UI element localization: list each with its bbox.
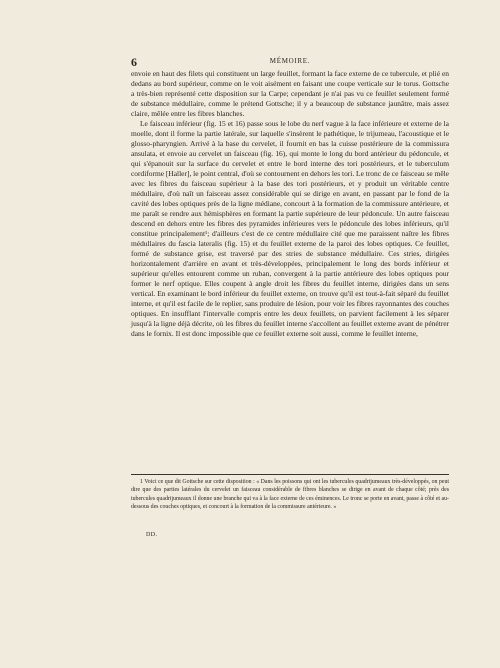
paragraph-2: Le faisceau inférieur (fig. 15 et 16) passe sous le lobe du nerf vague à la face inférieure et externe de la moelle, dont il forme la partie latérale, sur laquelle s'insèrent le pathétique, le trijumeau, l'acoustique et le glosso-pharyngien. Arrivé à la base du cervelet, il fournit en bas la cuisse postérieure de la commissura ansulata, et envoie au cervelet un faisceau (fig. 16), qui monte le long du bord antérieur du pédoncule, et qui s'épanouit sur la surface du cervelet et entre le bord interne des tori postérieurs, et le tuberculum cordiforme [Haller], le point central, d'où se contournent en dehors les tori. Le tronc de ce faisceau se mêle avec les fibres du faisceau supérieur à la base des tori postérieurs, et y produit un véritable centre médullaire, d'où naît un faisceau assez considérable qui se dirige en avant, en passant par le fond de la cavité des lobes optiques près de la ligne médiane, concourt à la formation de la commissure antérieure, et me paraît se rendre aux hémisphères en formant la partie supérieure de leur pédoncule. Un autre faisceau descend en dehors entre les fibres des pyramides inférieures vers le pédoncule des lobes inférieurs, qu'il constitue principalement¹; d'ailleurs c'est de ce centre médullaire cité que me paraissent naître les fibres médullaires du fascia lateralis (fig. 15) et du feuillet externe de la paroi des lobes optiques. Ce feuillet, formé de substance grise, est traversé par des stries de substance médullaire. Ces stries, dirigées horizontalement d'arrière en avant et très-développées, principalement le long des bords inférieur et supérieur qu'elles entourent comme un ruban, convergent à la partie antérieure des lobes optiques pour former le nerf optique. Elles coupent à angle droit les fibres du feuillet interne, dirigées dans un sens vertical. En examinant le bord inférieur du feuillet externe, on trouve qu'il est tout-à-fait séparé du feuillet interne, et qu'il est facile de le replier, sans produire de lésion, pour voir les fibres rayonnantes des couches optiques. En insufflant l'intervalle compris entre les deux feuillets, on parvient facilement à les séparer jusqu'à la ligne déjà décrite, où les fibres du feuillet interne s'accollent au feuillet externe avant de pénétrer dans le fornix. Il est donc impossible que ce feuillet externe soit aussi, comme le feuillet interne,: [131, 119, 449, 339]
paragraph-1: envoie en haut des filets qui constituent un large feuillet, formant la face externe de ce tubercule, et plié en dedans au bord supérieur, comme on le voit aisément en faisant une coupe verticale sur le torus. Gottsche a très-bien représenté cette disposition sur la Carpe; cependant je n'ai pas vu ce feuillet seulement formé de substance médullaire, comme le prétend Gottsche; il y a beaucoup de substance jaunâtre, mais assez claire, mêlée entre les fibres blanches.: [131, 69, 449, 119]
signature-mark: DD.: [146, 532, 158, 538]
page-header: [131, 55, 449, 69]
page-number: 6: [131, 55, 137, 69]
main-text: [131, 69, 449, 339]
footnote: [131, 478, 449, 512]
footnote-separator: [131, 474, 449, 475]
running-title: MÉMOIRE.: [269, 57, 311, 65]
footnote-text: 1 Voici ce que dit Gottsche sur cette disposition : « Dans les poissons qui ont les tubercules quadrijumeaux très-développés, on peut dire que des parties latérales du cervelet un faisceau considérable de fibres blanches se dirige en avant de chaque côté; près des tubercules quadrijumeaux il donne une branche qui va à la face externe de ces éminences. Le tronc se porte en avant, passe à côté et au-dessous des couches optiques, et concourt à la formation de la commissure antérieure. »: [131, 479, 449, 511]
